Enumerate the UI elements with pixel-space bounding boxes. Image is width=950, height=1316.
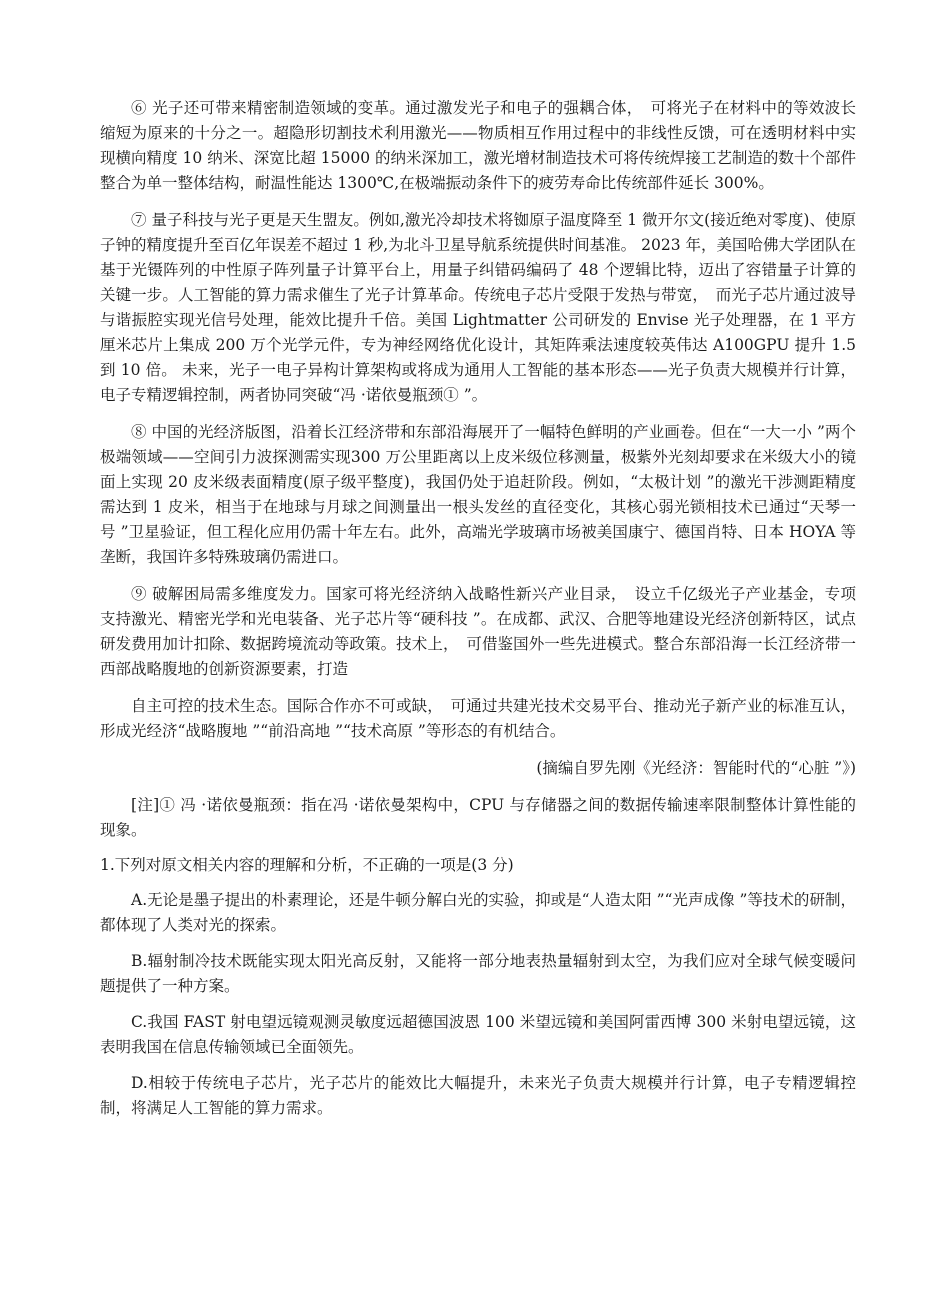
option-d: D.相较于传统电子芯片，光子芯片的能效比大幅提升，未来光子负责大规模并行计算，电子专精逻辑控制，将满足人工智能的算力需求。: [100, 1074, 856, 1117]
article-source: (摘编自罗先刚《光经济：智能时代的“心脏 ”》): [536, 759, 856, 777]
paragraph-8: ⑧ 中国的光经济版图，沿着长江经济带和东部沿海展开了一幅特色鲜明的产业画卷。但在“一大一小 ”两个极端领域——空间引力波探测需实现300 万公里距离以上皮米级位移测量，极紫外光刻却要求在米级大小的镜面上实现 20 皮米级表面精度(原子级平整度)，我国仍处于追赶阶段。例如，“太极计划 ”的激光干涉测距精度需达到 1 皮米，相当于在地球与月球之间测量出一根头发丝的直径变化，其核心弱光锁相技术已通过“天琴一号 ”卫星验证，但工程化应用仍需十年左右。此外，高端光学玻璃市场被美国康宁、德国肖特、日本 HOYA 等垄断，我国许多特殊玻璃仍需进口。: [100, 423, 856, 566]
option-a: A.无论是墨子提出的朴素理论，还是牛顿分解白光的实验，抑或是“人造太阳 ”“光声成像 ”等技术的研制，都体现了人类对光的探索。: [100, 891, 856, 934]
option-b: B.辐射制冷技术既能实现太阳光高反射，又能将一部分地表热量辐射到太空，为我们应对全球气候变暖问题提供了一种方案。: [100, 952, 856, 995]
paragraph-9-continued: 自主可控的技术生态。国际合作亦不可或缺， 可通过共建光技术交易平台、推动光子新产业的标准互认，形成光经济“战略腹地 ”“前沿高地 ”“技术高原 ”等形态的有机结合。: [100, 697, 856, 740]
footnote: [注]① 冯 ·诺依曼瓶颈：指在冯 ·诺依曼架构中，CPU 与存储器之间的数据传输速率限制整体计算性能的现象。: [100, 796, 856, 839]
paragraph-9: ⑨ 破解困局需多维度发力。国家可将光经济纳入战略性新兴产业目录， 设立千亿级光子产业基金，专项支持激光、精密光学和光电装备、光子芯片等“硬科技 ”。在成都、武汉、合肥等地建设光经济创新特区，试点研发费用加计扣除、数据跨境流动等政策。技术上， 可借鉴国外一些先进模式。整合东部沿海一长江经济带一西部战略腹地的创新资源要素，打造: [100, 585, 856, 678]
paragraph-7: ⑦ 量子科技与光子更是天生盟友。例如,激光冷却技术将铷原子温度降至 1 微开尔文(接近绝对零度)、使原子钟的精度提升至百亿年误差不超过 1 秒,为北斗卫星导航系统提供时间基准。 2023 年，美国哈佛大学团队在基于光镊阵列的中性原子阵列量子计算平台上，用量子纠错码编码了 48 个逻辑比特，迈出了容错量子计算的关键一步。人工智能的算力需求催生了光子计算革命。传统电子芯片受限于发热与带宽， 而光子芯片通过波导与谐振腔实现光信号处理，能效比提升千倍。美国 Lightmatter 公司研发的 Envise 光子处理器，在 1 平方厘米芯片上集成 200 万个光学元件，专为神经网络优化设计，其矩阵乘法速度较英伟达 A100GPU 提升 1.5 到 10 倍。 未来，光子一电子异构计算架构或将成为通用人工智能的基本形态——光子负责大规模并行计算，电子专精逻辑控制，两者协同突破“冯 ·诺依曼瓶颈① ”。: [100, 211, 856, 404]
paragraph-6: ⑥ 光子还可带来精密制造领域的变革。通过激发光子和电子的强耦合体， 可将光子在材料中的等效波长缩短为原来的十分之一。超隐形切割技术利用激光——物质相互作用过程中的非线性反馈，可在透明材料中实现横向精度 10 纳米、深宽比超 15000 的纳米深加工，激光增材制造技术可将传统焊接工艺制造的数十个部件整合为单一整体结构，耐温性能达 1300℃,在极端振动条件下的疲劳寿命比传统部件延长 300%。: [100, 99, 856, 192]
option-c: C.我国 FAST 射电望远镜观测灵敏度远超德国波恩 100 米望远镜和美国阿雷西博 300 米射电望远镜，这表明我国在信息传输领域已全面领先。: [100, 1013, 856, 1056]
document-page: [100, 96, 856, 1132]
question-stem: 1.下列对原文相关内容的理解和分析，不正确的一项是(3 分): [100, 856, 514, 874]
